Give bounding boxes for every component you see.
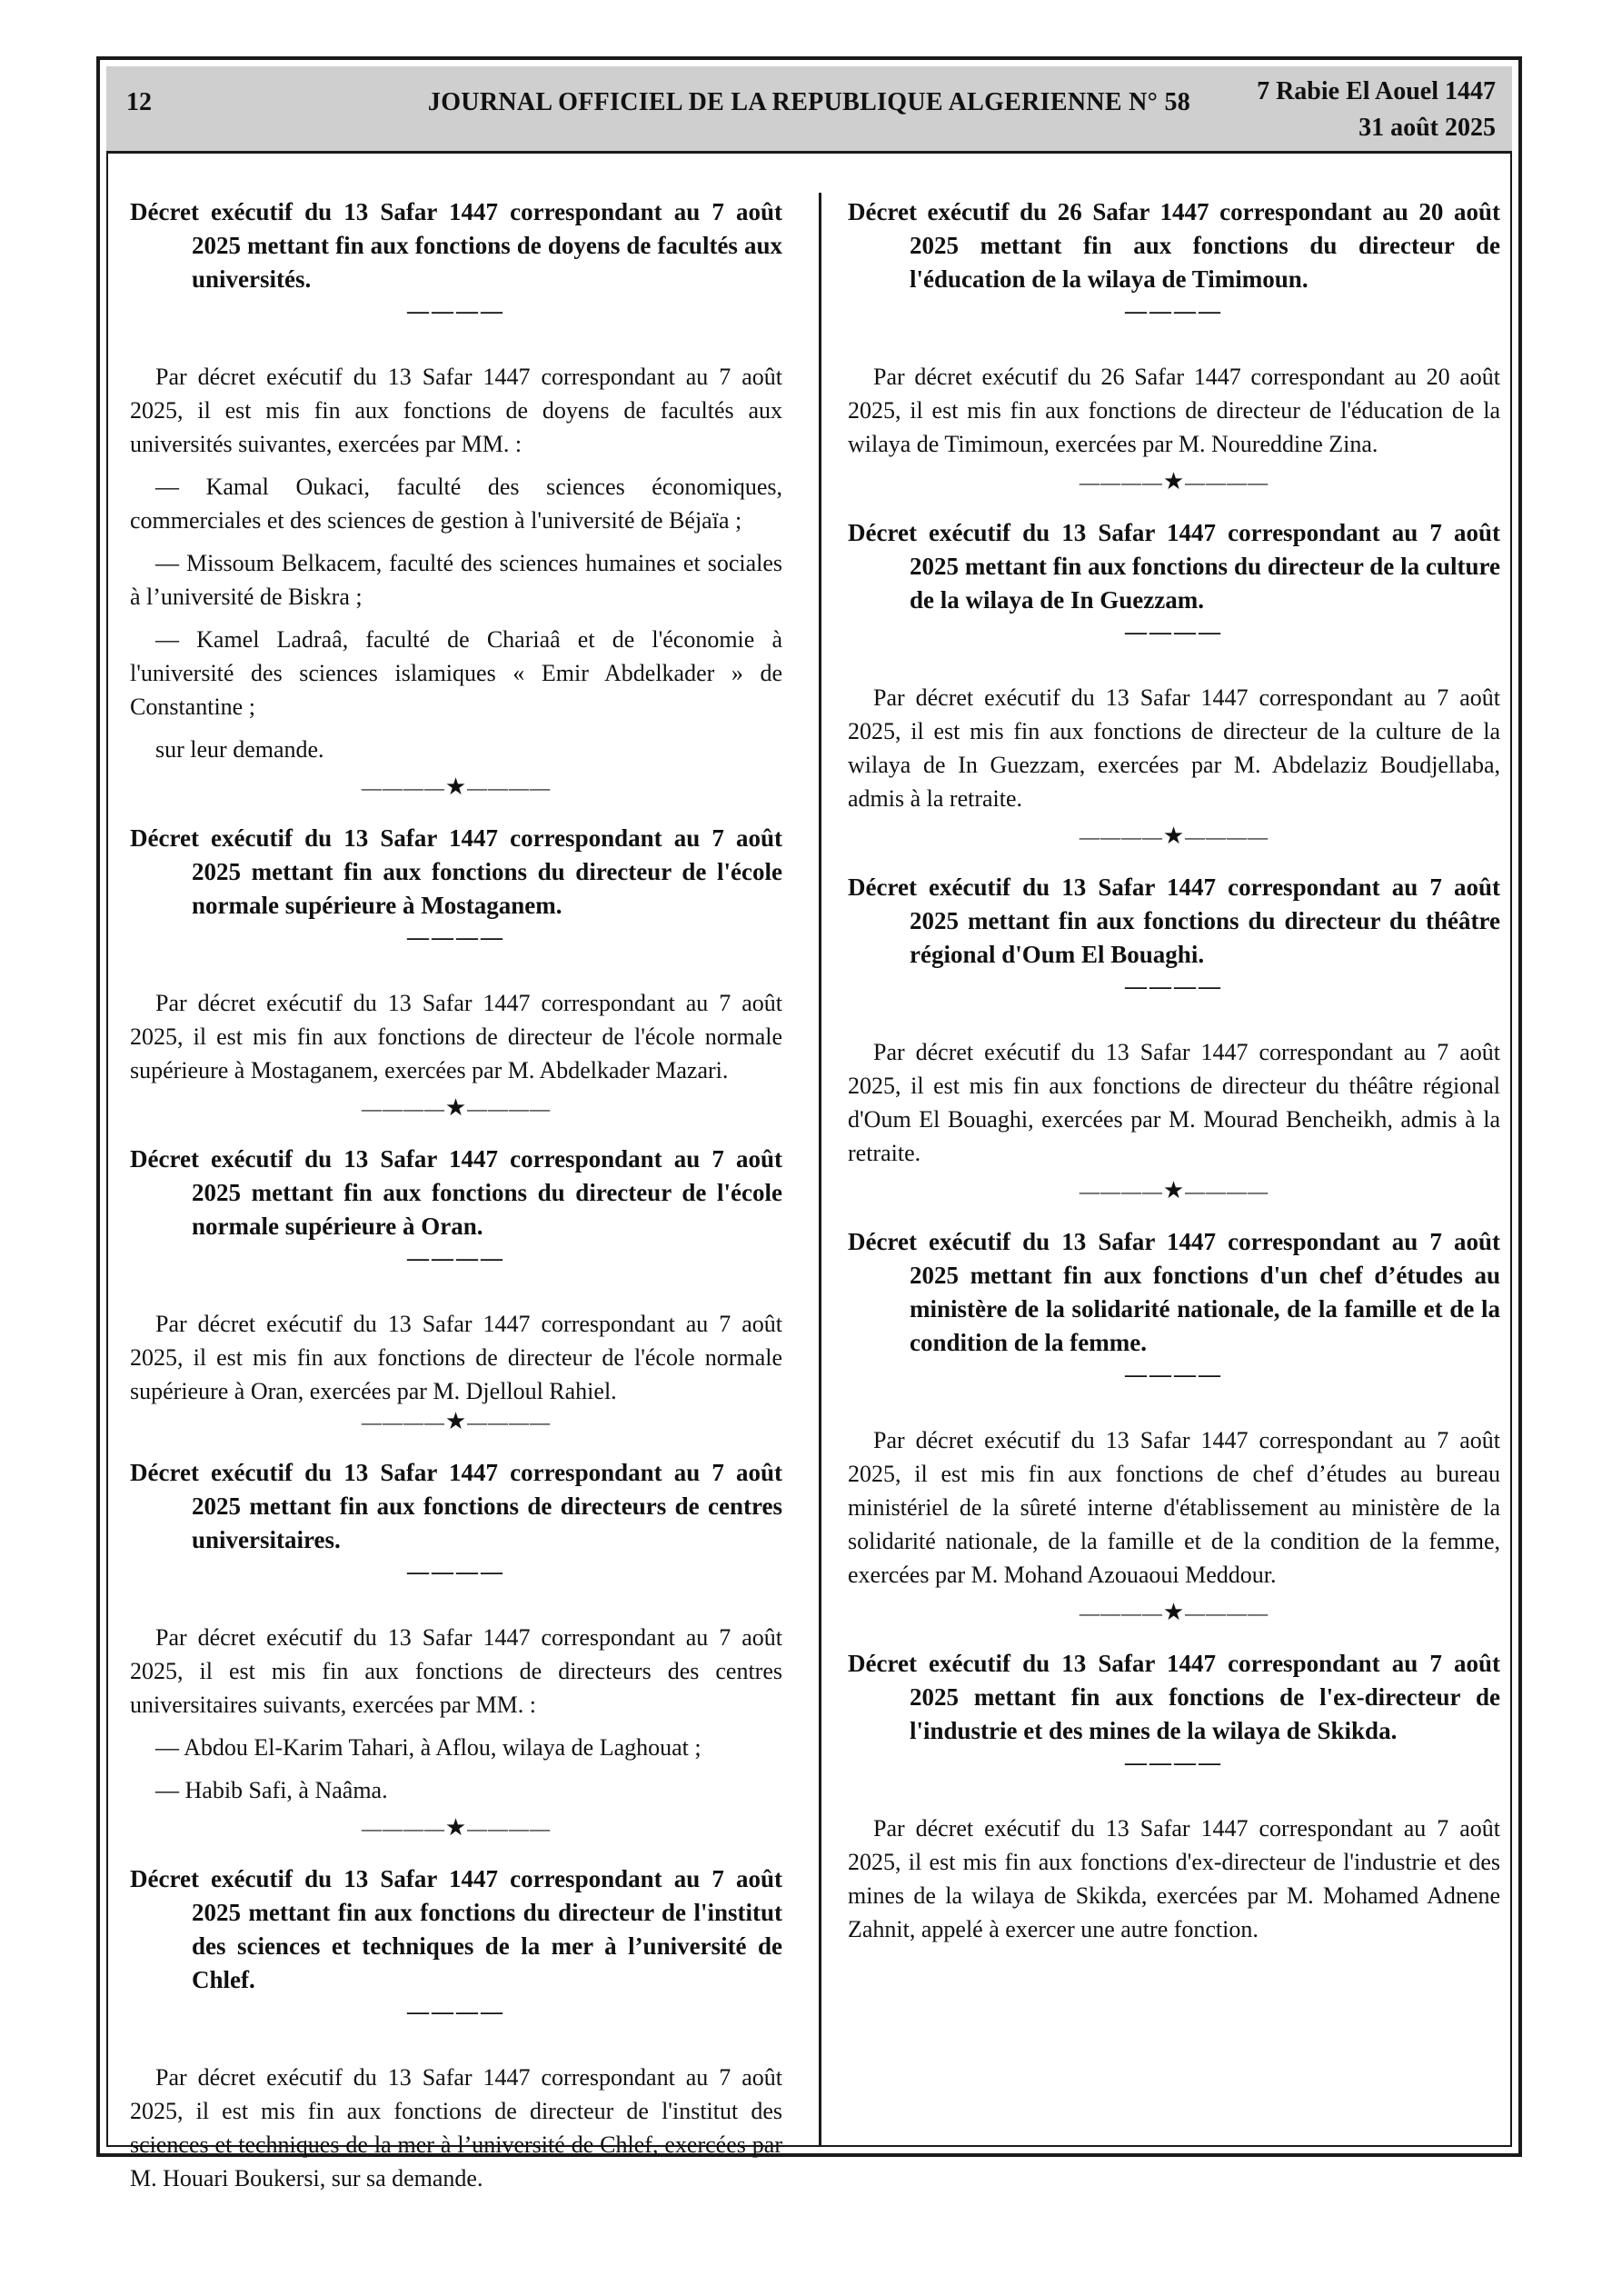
title-rule: ———— <box>407 926 505 950</box>
decree-title: Décret exécutif du 13 Safar 1447 correspondant au 7 août 2025 mettant fin aux fonctions du directeur de l'institut des sciences et techniques de la mer à l’université de Chlef. <box>130 1865 782 1993</box>
decree-industry-skikda <box>848 1647 1500 1946</box>
journal-header <box>106 66 1512 154</box>
decree-deans-faculties <box>130 195 782 802</box>
title-rule: ———— <box>1125 1752 1223 1775</box>
decree-body: Par décret exécutif du 13 Safar 1447 correspondant au 7 août 2025, il est mis fin aux fonctions de chef d’études au bureau ministériel de la sûreté interne d'établissement au ministère de la solidarité nationale, de la famille et de la condition de la femme, exercées par M. Mohand Azouaoui Meddour. <box>848 1427 1500 1588</box>
decree-institute-chlef <box>130 1862 782 2195</box>
title-rule: ———— <box>1125 621 1223 644</box>
decree-body: Par décret exécutif du 13 Safar 1447 correspondant au 7 août 2025, il est mis fin aux fonctions de directeur de l'école normale supérieure à Oran, exercées par M. Djelloul Rahiel. <box>130 1311 782 1404</box>
date-gregorian: 31 août 2025 <box>1358 114 1496 142</box>
star-icon: ★ <box>444 1408 468 1434</box>
left-column <box>130 195 782 2195</box>
decree-item: — Habib Safi, à Naâma. <box>155 1777 388 1803</box>
star-separator: ————★———— <box>1079 1599 1269 1625</box>
star-separator: ————★———— <box>361 1094 552 1121</box>
star-icon: ★ <box>1162 823 1186 849</box>
issue-date <box>1257 74 1496 146</box>
decree-title: Décret exécutif du 13 Safar 1447 correspondant au 7 août 2025 mettant fin aux fonctions d'un chef d’études au ministère de la solidarité nationale, de la famille et de la condition de la femme. <box>848 1228 1500 1356</box>
decree-title: Décret exécutif du 13 Safar 1447 correspondant au 7 août 2025 mettant fin aux fonctions de directeurs de centres universitaires. <box>130 1459 782 1553</box>
title-rule: ———— <box>1125 300 1223 324</box>
page-number: 12 <box>126 88 152 116</box>
decree-title: Décret exécutif du 13 Safar 1447 correspondant au 7 août 2025 mettant fin aux fonctions du directeur de l'école normale supérieure à Oran. <box>130 1145 782 1240</box>
title-rule: ———— <box>407 300 505 324</box>
star-separator: ————★———— <box>1079 468 1269 494</box>
decree-title: Décret exécutif du 26 Safar 1447 correspondant au 20 août 2025 mettant fin aux fonctions du directeur de l'éducation de la wilaya de Timimoun. <box>848 198 1500 293</box>
decree-culture-in-guezzam <box>848 516 1500 851</box>
decree-university-centers <box>130 1456 782 1842</box>
decree-title: Décret exécutif du 13 Safar 1447 correspondant au 7 août 2025 mettant fin aux fonctions du directeur du théâtre régional d'Oum El Bouaghi. <box>848 873 1500 968</box>
decree-body: Par décret exécutif du 13 Safar 1447 correspondant au 7 août 2025, il est mis fin aux fonctions de directeurs des centres universitaires suivants, exercées par MM. : <box>130 1624 782 1718</box>
decree-ens-oran <box>130 1143 782 1436</box>
star-icon: ★ <box>1162 1177 1186 1203</box>
star-separator: ————★———— <box>361 774 552 800</box>
decree-theatre-oum-el-bouaghi <box>848 871 1500 1205</box>
decree-body: Par décret exécutif du 13 Safar 1447 correspondant au 7 août 2025, il est mis fin aux fonctions de directeur de l'institut des sciences et techniques de la mer à l’université de Chlef, exercées par M. Houari Boukersi, sur sa demande. <box>130 2064 782 2191</box>
decree-body: Par décret exécutif du 13 Safar 1447 correspondant au 7 août 2025, il est mis fin aux fonctions d'ex-directeur de l'industrie et des mines de la wilaya de Skikda, exercées par M. Mohamed Adnene Zahnit, appelé à exercer une autre fonction. <box>848 1815 1500 1942</box>
star-icon: ★ <box>1162 468 1186 494</box>
date-hijri: 7 Rabie El Aouel 1447 <box>1257 77 1496 105</box>
decree-body: Par décret exécutif du 13 Safar 1447 correspondant au 7 août 2025, il est mis fin aux fonctions de directeur du théâtre régional d'Oum El Bouaghi, exercées par M. Mourad Bencheikh, admis à la retraite. <box>848 1039 1500 1166</box>
decree-body: Par décret exécutif du 13 Safar 1447 correspondant au 7 août 2025, il est mis fin aux fonctions de doyens de facultés aux universités suivantes, exercées par MM. : <box>130 364 782 457</box>
title-rule: ———— <box>407 1561 505 1584</box>
decree-item: — Kamal Oukaci, faculté des sciences économiques, commerciales et des sciences de gestion à l'université de Béjaïa ; <box>130 474 782 534</box>
title-rule: ———— <box>1125 975 1223 999</box>
decree-title: Décret exécutif du 13 Safar 1447 correspondant au 7 août 2025 mettant fin aux fonctions du directeur de la culture de la wilaya de In Guezzam. <box>848 519 1500 614</box>
decree-body: Par décret exécutif du 13 Safar 1447 correspondant au 7 août 2025, il est mis fin aux fonctions de directeur de l'école normale supérieure à Mostaganem, exercées par M. Abdelkader Mazari. <box>130 990 782 1083</box>
title-rule: ———— <box>407 2001 505 2024</box>
star-icon: ★ <box>444 1094 468 1121</box>
decree-item: — Abdou El-Karim Tahari, à Aflou, wilaya de Laghouat ; <box>155 1734 702 1761</box>
star-icon: ★ <box>444 1814 468 1841</box>
decree-education-timimoun <box>848 195 1500 496</box>
decree-title: Décret exécutif du 13 Safar 1447 correspondant au 7 août 2025 mettant fin aux fonctions de l'ex-directeur de l'industrie et des mines de la wilaya de Skikda. <box>848 1650 1500 1744</box>
star-separator: ————★———— <box>1079 1177 1269 1203</box>
decree-item: — Kamel Ladraâ, faculté de Chariaâ et de l'économie à l'université des sciences islamiques « Emir Abdelkader » de Constantine ; <box>130 626 782 720</box>
star-separator: ————★———— <box>361 1408 552 1434</box>
right-column <box>848 195 1500 1946</box>
decree-item: — Missoum Belkacem, faculté des sciences humaines et sociales à l’université de Biskra ; <box>130 550 782 610</box>
star-icon: ★ <box>1162 1599 1186 1625</box>
title-rule: ———— <box>1125 1363 1223 1387</box>
title-rule: ———— <box>407 1247 505 1271</box>
decree-body: Par décret exécutif du 13 Safar 1447 correspondant au 7 août 2025, il est mis fin aux fonctions de directeur de la culture de la wilaya de In Guezzam, exercées par M. Abdelaziz Boudjellaba, admis à la retraite. <box>848 684 1500 812</box>
decree-ens-mostaganem <box>130 822 782 1123</box>
decree-body: Par décret exécutif du 26 Safar 1447 correspondant au 20 août 2025, il est mis fin aux fonctions de directeur de l'éducation de la wilaya de Timimoun, exercées par M. Noureddine Zina. <box>848 364 1500 457</box>
decree-closing: sur leur demande. <box>155 736 324 763</box>
decree-solidarity-ministry <box>848 1225 1500 1627</box>
decree-title: Décret exécutif du 13 Safar 1447 correspondant au 7 août 2025 mettant fin aux fonctions du directeur de l'école normale supérieure à Mostaganem. <box>130 824 782 919</box>
journal-title: JOURNAL OFFICIEL DE LA REPUBLIQUE ALGERIENNE N° 58 <box>427 88 1191 116</box>
decree-title: Décret exécutif du 13 Safar 1447 correspondant au 7 août 2025 mettant fin aux fonctions de doyens de facultés aux universités. <box>130 198 782 293</box>
star-separator: ————★———— <box>1079 823 1269 849</box>
star-icon: ★ <box>444 774 468 800</box>
star-separator: ————★———— <box>361 1814 552 1841</box>
column-divider <box>819 193 821 2145</box>
